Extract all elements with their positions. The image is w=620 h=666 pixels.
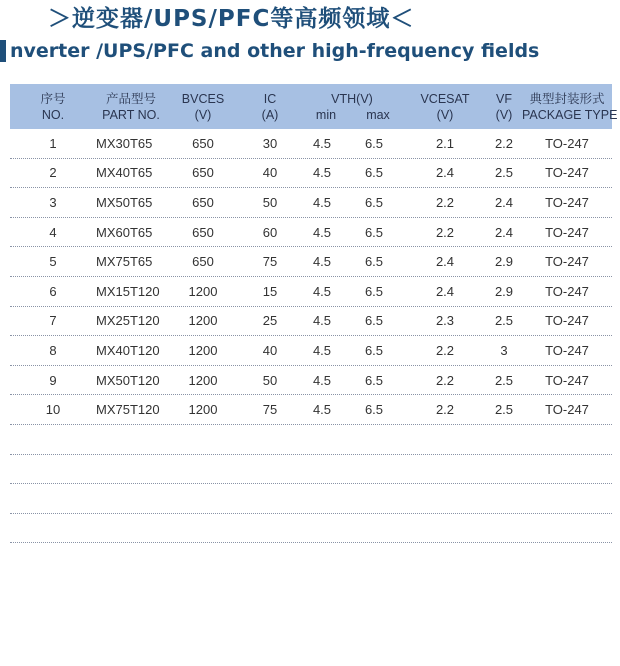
cell-pkg: TO-247 xyxy=(545,372,589,388)
cell-part: MX40T65 xyxy=(96,165,153,181)
table-body xyxy=(10,129,612,543)
cell-max: 6.5 xyxy=(364,402,384,418)
cell-part: MX25T120 xyxy=(96,313,160,329)
cell-part: MX30T65 xyxy=(96,135,153,151)
cell-max: 6.5 xyxy=(364,254,384,270)
cell-bvces: 1200 xyxy=(188,342,218,358)
header-vf-label: VF xyxy=(496,91,512,106)
cell-part: MX15T120 xyxy=(96,283,160,299)
cell-vcesat: 2.4 xyxy=(435,283,455,299)
header-bvces-label: BVCES xyxy=(181,91,225,106)
cell-part: MX75T120 xyxy=(96,402,160,418)
cell-max: 6.5 xyxy=(364,342,384,358)
cell-bvces: 1200 xyxy=(188,402,218,418)
cell-vf: 2.5 xyxy=(494,402,514,418)
cell-no: 7 xyxy=(49,313,57,329)
cell-min: 4.5 xyxy=(312,224,332,240)
cell-part: MX60T65 xyxy=(96,224,153,240)
section-title-cn: ＞逆变器/UPS/PFC等高频领域＜ xyxy=(48,6,415,32)
cell-ic: 25 xyxy=(262,313,278,329)
header-part-cn: 产品型号 xyxy=(105,91,156,106)
table-row xyxy=(10,188,612,218)
cell-vf: 2.5 xyxy=(494,165,514,181)
cell-vf: 2.5 xyxy=(494,372,514,388)
table-row xyxy=(10,425,612,455)
header-no-en: NO. xyxy=(41,107,65,122)
header-package-cn: 典型封装形式 xyxy=(529,91,605,106)
cell-vcesat: 2.3 xyxy=(435,313,455,329)
cell-vf: 2.2 xyxy=(494,135,514,151)
header-package-en: PACKAGE TYPE xyxy=(522,107,618,122)
cell-pkg: TO-247 xyxy=(545,313,589,329)
cell-ic: 40 xyxy=(262,165,278,181)
table-row xyxy=(10,366,612,396)
table-row xyxy=(10,455,612,485)
table-row xyxy=(10,395,612,425)
header-bvces-unit: (V) xyxy=(194,107,212,122)
cell-no: 3 xyxy=(49,194,57,210)
cell-no: 6 xyxy=(49,283,57,299)
cell-vf: 2.9 xyxy=(494,254,514,270)
cell-pkg: TO-247 xyxy=(545,342,589,358)
cell-bvces: 650 xyxy=(192,254,214,270)
cell-bvces: 1200 xyxy=(188,372,218,388)
cell-ic: 75 xyxy=(262,254,278,270)
cell-bvces: 650 xyxy=(192,165,214,181)
header-vth-label: VTH(V) xyxy=(331,91,373,106)
header-ic-label: IC xyxy=(263,91,277,106)
cell-ic: 50 xyxy=(262,194,278,210)
cell-max: 6.5 xyxy=(364,372,384,388)
cell-pkg: TO-247 xyxy=(545,224,589,240)
cell-no: 2 xyxy=(49,165,57,181)
cell-vcesat: 2.1 xyxy=(435,135,455,151)
cell-part: MX75T65 xyxy=(96,254,153,270)
cell-no: 1 xyxy=(49,135,57,151)
table-row xyxy=(10,277,612,307)
table-header xyxy=(10,84,618,129)
cell-vcesat: 2.4 xyxy=(435,165,455,181)
cell-bvces: 1200 xyxy=(188,283,218,299)
cell-ic: 40 xyxy=(262,342,278,358)
cell-part: MX40T120 xyxy=(96,342,160,358)
header-vf xyxy=(486,91,522,123)
cell-min: 4.5 xyxy=(312,254,332,270)
table-row xyxy=(10,514,612,544)
cell-min: 4.5 xyxy=(312,165,332,181)
header-part-en: PART NO. xyxy=(102,107,160,122)
cell-part: MX50T120 xyxy=(96,372,160,388)
cell-vcesat: 2.2 xyxy=(435,342,455,358)
cell-bvces: 1200 xyxy=(188,313,218,329)
cell-bvces: 650 xyxy=(192,135,214,151)
cell-no: 9 xyxy=(49,372,57,388)
header-no-cn: 序号 xyxy=(40,91,66,106)
table-row xyxy=(10,218,612,248)
header-vf-unit: (V) xyxy=(495,107,513,122)
cell-vf: 2.4 xyxy=(494,194,514,210)
cell-min: 4.5 xyxy=(312,342,332,358)
cell-vcesat: 2.2 xyxy=(435,224,455,240)
cell-max: 6.5 xyxy=(364,194,384,210)
table-row xyxy=(10,159,612,189)
cell-bvces: 650 xyxy=(192,224,214,240)
cell-no: 8 xyxy=(49,342,57,358)
table-row xyxy=(10,484,612,514)
cell-part: MX50T65 xyxy=(96,194,153,210)
header-vcesat xyxy=(404,91,486,123)
cell-ic: 50 xyxy=(262,372,278,388)
table-row xyxy=(10,129,612,159)
cell-vf: 3 xyxy=(500,342,508,358)
header-vth-max: max xyxy=(366,107,390,122)
cell-max: 6.5 xyxy=(364,283,384,299)
cell-no: 10 xyxy=(45,402,61,418)
cell-ic: 75 xyxy=(262,402,278,418)
cell-min: 4.5 xyxy=(312,135,332,151)
header-no xyxy=(10,91,96,123)
cell-min: 4.5 xyxy=(312,372,332,388)
cell-ic: 30 xyxy=(262,135,278,151)
cell-pkg: TO-247 xyxy=(545,135,589,151)
header-vcesat-unit: (V) xyxy=(436,107,454,122)
cell-ic: 15 xyxy=(262,283,278,299)
section-title-en xyxy=(0,38,539,64)
cell-bvces: 650 xyxy=(192,194,214,210)
cell-vcesat: 2.2 xyxy=(435,194,455,210)
header-part xyxy=(96,91,166,123)
header-vth xyxy=(300,91,404,123)
cell-vf: 2.9 xyxy=(494,283,514,299)
cell-ic: 60 xyxy=(262,224,278,240)
cell-max: 6.5 xyxy=(364,135,384,151)
table-row xyxy=(10,307,612,337)
header-package xyxy=(522,91,618,123)
cell-vcesat: 2.2 xyxy=(435,402,455,418)
header-vth-min: min xyxy=(315,107,337,122)
table-row xyxy=(10,247,612,277)
cell-pkg: TO-247 xyxy=(545,194,589,210)
cell-max: 6.5 xyxy=(364,313,384,329)
cell-pkg: TO-247 xyxy=(545,283,589,299)
cell-min: 4.5 xyxy=(312,194,332,210)
section-title-en-text: nverter /UPS/PFC and other high-frequency fields xyxy=(10,40,540,62)
cell-max: 6.5 xyxy=(364,224,384,240)
cell-no: 5 xyxy=(49,254,57,270)
cell-pkg: TO-247 xyxy=(545,254,589,270)
header-vcesat-label: VCESAT xyxy=(420,91,470,106)
spec-table xyxy=(10,84,618,543)
cell-vcesat: 2.4 xyxy=(435,254,455,270)
cell-pkg: TO-247 xyxy=(545,165,589,181)
cell-vf: 2.4 xyxy=(494,224,514,240)
cell-max: 6.5 xyxy=(364,165,384,181)
cell-min: 4.5 xyxy=(312,283,332,299)
table-row xyxy=(10,336,612,366)
cell-min: 4.5 xyxy=(312,313,332,329)
cell-no: 4 xyxy=(49,224,57,240)
cell-vf: 2.5 xyxy=(494,313,514,329)
header-ic-unit: (A) xyxy=(261,107,279,122)
header-bvces xyxy=(166,91,240,123)
cell-min: 4.5 xyxy=(312,402,332,418)
header-ic xyxy=(240,91,300,123)
cell-vcesat: 2.2 xyxy=(435,372,455,388)
cell-pkg: TO-247 xyxy=(545,402,589,418)
